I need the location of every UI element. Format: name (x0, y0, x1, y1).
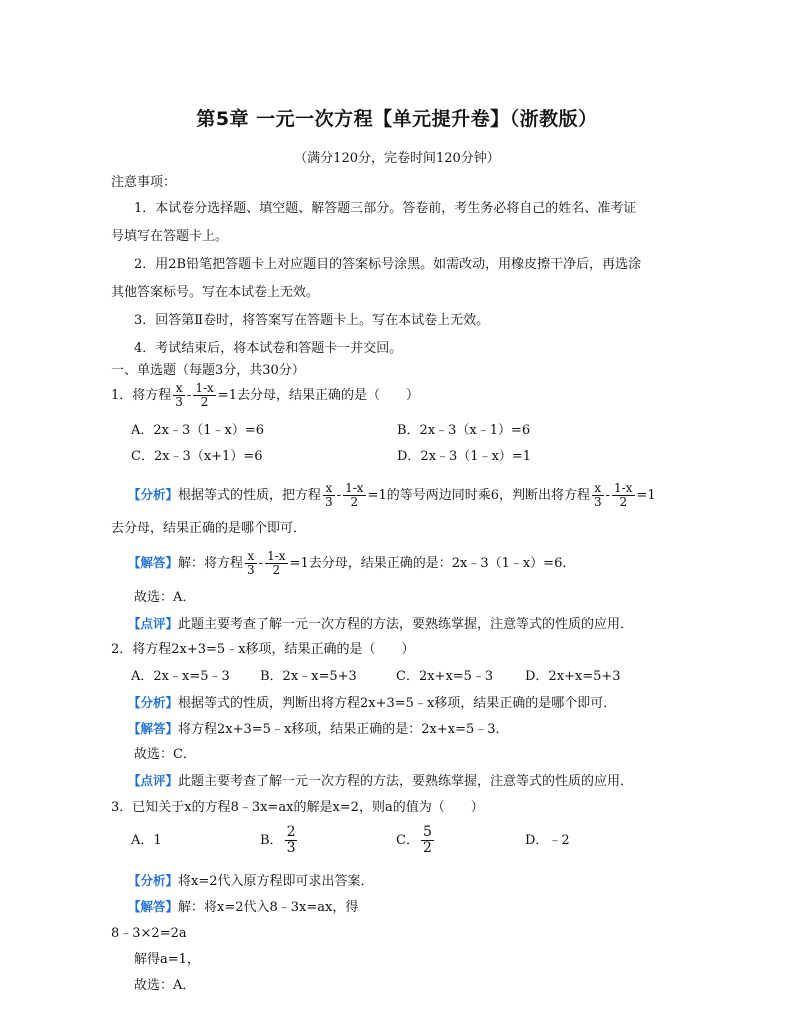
note-3: 3．回答第Ⅱ卷时，将答案写在答题卡上。写在本试卷上无效。 (134, 313, 490, 328)
note-1a: 1．本试卷分选择题、填空题、解答题三部分。答卷前，考生务必将自己的姓名、准考证 (134, 201, 637, 216)
q2-choice: 故选：C． (134, 747, 196, 762)
section-heading: 一、单选题（每题3分，共30分） (111, 363, 305, 378)
q3-option-a: A．1 (131, 833, 162, 848)
q1-fraction-1: $\frac{x}{3}$ (175, 381, 183, 409)
q3-option-b: B． $\frac{2}{3}$ (260, 824, 296, 856)
q1-answer: 【解答】解：将方程 $\frac{x}{3}$ - $\frac{1-x}{2}$ =1去分母，结果正确的是：2x﹣3（1﹣x）=6． (128, 549, 576, 577)
q2-option-d: D．2x+x=5+3 (525, 669, 621, 684)
q2-option-a: A．2x﹣x=5﹣3 (131, 669, 230, 684)
q3-answer: 【解答】解：将x=2代入8﹣3x=ax，得 (128, 899, 359, 915)
q3-analysis: 【分析】将x=2代入原方程即可求出答案． (128, 873, 374, 889)
note-4: 4．考试结束后，将本试卷和答题卡一并交回。 (134, 341, 403, 356)
q2-option-b: B．2x﹣x=5+3 (260, 669, 357, 684)
q1-option-d: D．2x﹣3（1﹣x）=1 (397, 449, 532, 464)
q3-stem: 3．已知关于x的方程8﹣3x=ax的解是x=2，则a的值为（ ） (111, 800, 484, 815)
q3-option-b-fraction: $\frac{2}{3}$ (286, 824, 296, 856)
q1-option-b: B．2x﹣3（x﹣1）=6 (397, 423, 531, 438)
q3-choice: 故选：A． (134, 978, 196, 993)
q3-option-c-fraction: $\frac{5}{2}$ (422, 824, 432, 856)
note-2a: 2．用2B铅笔把答题卡上对应题目的答案标号涂黑。如需改动，用橡皮擦干净后，再选涂 (134, 257, 642, 272)
q2-analysis: 【分析】根据等式的性质，判断出将方程2x+3=5﹣x移项，结果正确的是哪个即可． (128, 695, 617, 711)
q1-choice: 故选：A． (134, 590, 196, 605)
note-2b: 其他答案标号。写在本试卷上无效。 (111, 285, 320, 300)
q1-option-a: A．2x﹣3（1﹣x）=6 (131, 423, 265, 438)
comment-tag: 【点评】 (128, 616, 179, 631)
q1-fraction-2: $\frac{1-x}{2}$ (195, 381, 214, 409)
q3-option-d: D．﹣2 (525, 833, 570, 848)
page-title: 第5章 一元一次方程【单元提升卷】（浙教版） (196, 108, 598, 130)
q3-step-1: 8﹣3×2=2a (111, 926, 187, 941)
q1-stem: 1．将方程 $\frac{x}{3}$ - $\frac{1-x}{2}$ =1去分母，结果正确的是（ ） (111, 381, 419, 409)
q1-analysis-cont: 去分母，结果正确的是哪个即可． (111, 521, 307, 536)
notes-heading: 注意事项： (111, 175, 177, 190)
q2-answer: 【解答】将方程2x+3=5﹣x移项，结果正确的是：2x+x=5﹣3． (128, 721, 509, 737)
q2-comment: 【点评】此题主要考查了解一元一次方程的方法，要熟练掌握，注意等式的性质的应用． (128, 773, 634, 789)
q3-step-2: 解得a=1， (134, 952, 200, 967)
q2-stem: 2．将方程2x+3=5﹣x移项，结果正确的是（ ） (111, 642, 415, 657)
q3-option-c: C． $\frac{5}{2}$ (396, 824, 432, 856)
answer-tag: 【解答】 (128, 555, 179, 570)
q1-analysis: 【分析】根据等式的性质，把方程 $\frac{x}{3}$ - $\frac{1-x}{2}$ =1的等号两边同时乘6，判断出将方程 $\frac{x}{3}$ - $\frac{1-x}{2}$ =1 (128, 481, 656, 509)
q1-option-c: C．2x﹣3（x+1）=6 (131, 449, 263, 464)
q1-comment: 【点评】此题主要考查了解一元一次方程的方法，要熟练掌握，注意等式的性质的应用． (128, 616, 634, 632)
q1-suffix: =1去分母，结果正确的是（ ） (217, 388, 419, 403)
note-1b: 号填写在答题卡上。 (111, 229, 229, 244)
q2-option-c: C．2x+x=5﹣3 (396, 669, 494, 684)
q1-prefix: 1．将方程 (111, 388, 172, 403)
page-subtitle: （满分120分，完卷时间120分钟） (294, 151, 500, 166)
analysis-tag: 【分析】 (128, 487, 179, 502)
